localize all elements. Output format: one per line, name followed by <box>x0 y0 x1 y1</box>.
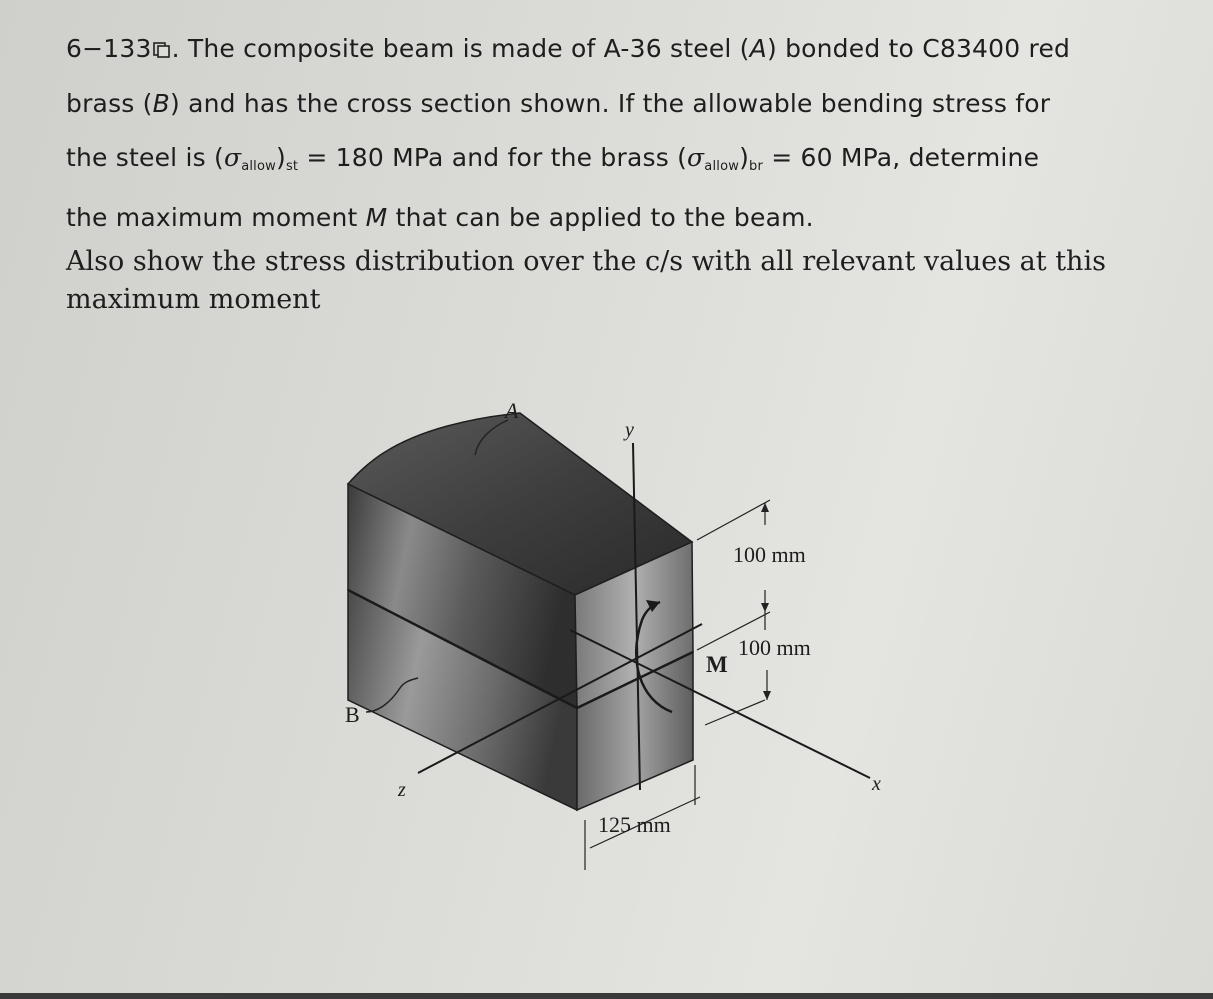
problem-line-4: the maximum moment M that can be applied to the beam. <box>66 202 814 232</box>
extra-question-line-1: Also show the stress distribution over the c/s with all relevant values at this <box>66 246 1106 277</box>
label-A: A <box>505 398 519 423</box>
problem-line-3: the steel is (σallow)st = 180 MPa and for the brass (σallow)br = 60 MPa, determine <box>66 143 1040 174</box>
dim-label-width: 125 mm <box>598 812 671 837</box>
problem-line-2: brass (B) and has the cross section shown. If the allowable bending stress for <box>66 88 1051 118</box>
label-M: M <box>706 652 728 677</box>
dim-arrow-mid <box>761 603 769 612</box>
sigma-symbol: σ <box>223 143 242 172</box>
sigma-symbol: σ <box>687 143 705 172</box>
problem-line-1: 6−133 . The composite beam is made of A-36 steel (A) bonded to C83400 red <box>66 34 1071 63</box>
dim-arrow-bottom <box>763 691 771 700</box>
problem-number: 6−133 <box>66 34 152 63</box>
extra-question-line-2: maximum moment <box>66 284 321 315</box>
label-B: B <box>345 702 360 727</box>
label-z: z <box>398 779 406 801</box>
page-edge <box>0 993 1213 999</box>
label-x: x <box>872 773 881 795</box>
dim-extension-top <box>697 500 770 540</box>
dim-label-top: 100 mm <box>733 542 806 567</box>
label-y: y <box>625 419 634 441</box>
dim-label-bottom: 100 mm <box>738 635 811 660</box>
